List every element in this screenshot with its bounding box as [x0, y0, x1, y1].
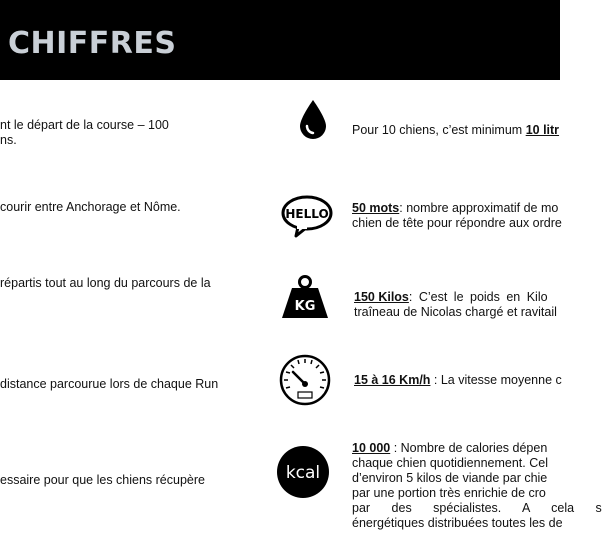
right-item-3: [354, 290, 584, 320]
hello-speech-bubble-icon: [280, 194, 334, 238]
left-item-4-line-1: distance parcourue lors de chaque Run: [0, 377, 219, 391]
left-item-3-line-1: répartis tout au long du parcours de la: [0, 276, 211, 290]
right-item-3-highlight: 150 Kilos: [354, 290, 409, 304]
right-item-5-highlight: 10 000: [352, 441, 391, 455]
right-item-2-line-2: chien de tête pour répondre aux ordre: [352, 216, 562, 230]
right-item-5-text-1: : Nombre de calories dépen: [390, 441, 548, 455]
right-item-5-line-6: énergétiques distribuées toutes les de: [352, 516, 563, 530]
right-item-5-line-5: par des spécialistes. A cela s: [352, 501, 602, 515]
left-item-1-line-2: ns.: [0, 133, 17, 147]
left-item-2-line-1: courir entre Anchorage et Nôme.: [0, 200, 181, 214]
right-item-4: [354, 373, 584, 388]
right-item-1: [352, 123, 582, 138]
right-item-2: [352, 201, 582, 231]
right-item-1-highlight: 10 litr: [525, 123, 560, 137]
hello-icon-text: HELLO: [285, 207, 329, 221]
left-item-4: [0, 377, 235, 392]
speedometer-icon: [278, 354, 332, 406]
kcal-icon: [276, 445, 330, 499]
right-item-2-highlight: 50 mots: [352, 201, 400, 215]
page-title: CHIFFRES: [8, 26, 177, 61]
left-item-2: [0, 200, 235, 215]
left-item-5: [0, 473, 235, 488]
weight-icon: [280, 274, 330, 320]
right-item-4-text: : La vitesse moyenne c: [430, 373, 562, 387]
water-drop-icon: [298, 98, 328, 140]
right-item-4-highlight: 15 à 16 Km/h: [354, 373, 431, 387]
right-item-1-text: Pour 10 chiens, c’est minimum: [352, 123, 526, 137]
kg-icon-text: KG: [294, 299, 316, 314]
right-item-5-line-3: d’environ 5 kilos de viande par chie: [352, 471, 548, 485]
right-item-5-line-2: chaque chien quotidiennement. Cel: [352, 456, 548, 470]
left-item-1-line-1: nt le départ de la course – 100: [0, 118, 169, 132]
left-item-5-line-1: essaire pour que les chiens récupère: [0, 473, 205, 487]
header-bar: [0, 0, 560, 80]
left-item-3: [0, 276, 235, 291]
right-item-5: [352, 441, 602, 531]
right-item-5-line-4: par une portion très enrichie de cro: [352, 486, 546, 500]
left-item-1: [0, 118, 235, 148]
right-item-3-text-1: : C’est le poids en Kilo: [408, 290, 548, 304]
right-item-3-line-2: traîneau de Nicolas chargé et ravitail: [354, 305, 557, 319]
right-item-2-text-1: : nombre approximatif de mo: [399, 201, 559, 215]
kcal-icon-text: kcal: [285, 463, 321, 483]
